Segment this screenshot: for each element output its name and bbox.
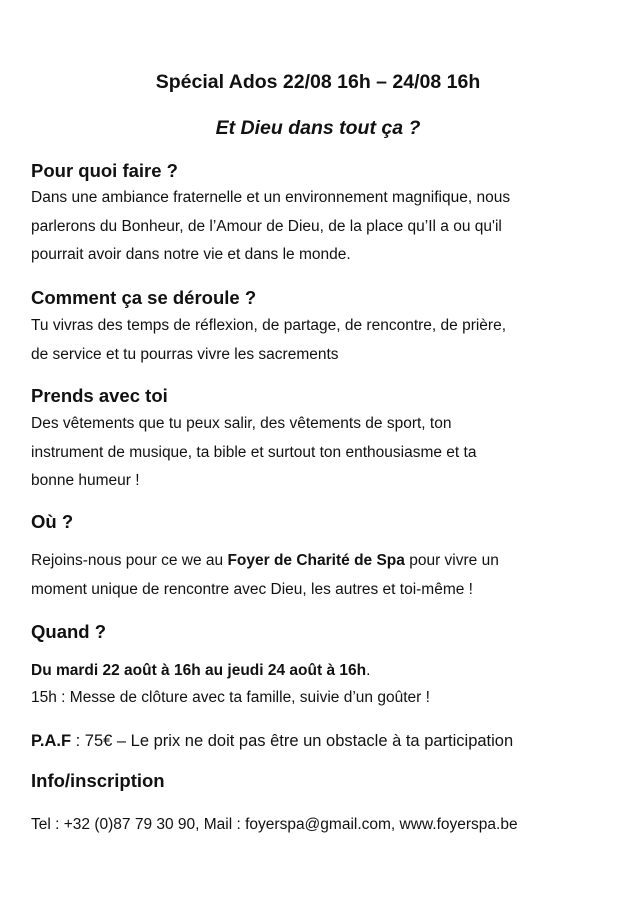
heading-prends: Prends avec toi bbox=[31, 385, 168, 406]
paragraph-line: parlerons du Bonheur, de l’Amour de Dieu, de la place qu’Il a ou qu'il bbox=[31, 217, 502, 235]
paragraph-line: Des vêtements que tu peux salir, des vêtements de sport, ton bbox=[31, 415, 452, 432]
ou-line-1 bbox=[31, 549, 499, 573]
heading-quand: Quand ? bbox=[31, 621, 107, 642]
ou-line-1-suffix: pour vivre un bbox=[404, 552, 499, 569]
paragraph-line: Dans une ambiance fraternelle et un environnement magnifique, nous bbox=[31, 189, 511, 206]
heading-info: Info/inscription bbox=[31, 770, 165, 791]
heading-comment: Comment ça se déroule ? bbox=[31, 287, 257, 308]
paf-label: P.A.F bbox=[31, 732, 72, 750]
paragraph-comment bbox=[31, 312, 621, 369]
dates-bold: Du mardi 22 août à 16h au jeudi 24 août à 16h bbox=[31, 662, 367, 679]
quand-mass-line: 15h : Messe de clôture avec ta famille, suivie d’un goûter ! bbox=[31, 689, 430, 706]
heading-ou: Où ? bbox=[31, 511, 74, 532]
ou-line-2: moment unique de rencontre avec Dieu, les autres et toi-même ! bbox=[31, 581, 473, 598]
paragraph-line: instrument de musique, ta bible et surtout ton enthousiasme et ta bbox=[31, 443, 477, 461]
venue-name: Foyer de Charité de Spa bbox=[227, 552, 405, 569]
page-subtitle: Et Dieu dans tout ça ? bbox=[215, 117, 421, 139]
paragraph-line: bonne humeur ! bbox=[31, 472, 140, 489]
dates-end: . bbox=[366, 662, 371, 679]
paf-text: : 75€ – Le prix ne doit pas être un obstacle à ta participation bbox=[71, 732, 514, 750]
paragraph-prends bbox=[31, 410, 621, 496]
heading-pourquoi: Pour quoi faire ? bbox=[31, 160, 178, 181]
contact-line: Tel : +32 (0)87 79 30 90, Mail : foyerspa@gmail.com, www.foyerspa.be bbox=[31, 816, 518, 833]
page-title: Spécial Ados 22/08 16h – 24/08 16h bbox=[155, 71, 481, 93]
paragraph-pourquoi bbox=[31, 184, 621, 270]
paragraph-line: pourrait avoir dans notre vie et dans le monde. bbox=[31, 246, 351, 263]
paf-line bbox=[31, 729, 513, 753]
paragraph-line: de service et tu pourras vivre les sacrements bbox=[31, 345, 339, 363]
paragraph-line: Tu vivras des temps de réflexion, de partage, de rencontre, de prière, bbox=[31, 317, 507, 334]
quand-dates bbox=[31, 659, 370, 683]
ou-line-1-prefix: Rejoins-nous pour ce we au bbox=[31, 552, 228, 569]
